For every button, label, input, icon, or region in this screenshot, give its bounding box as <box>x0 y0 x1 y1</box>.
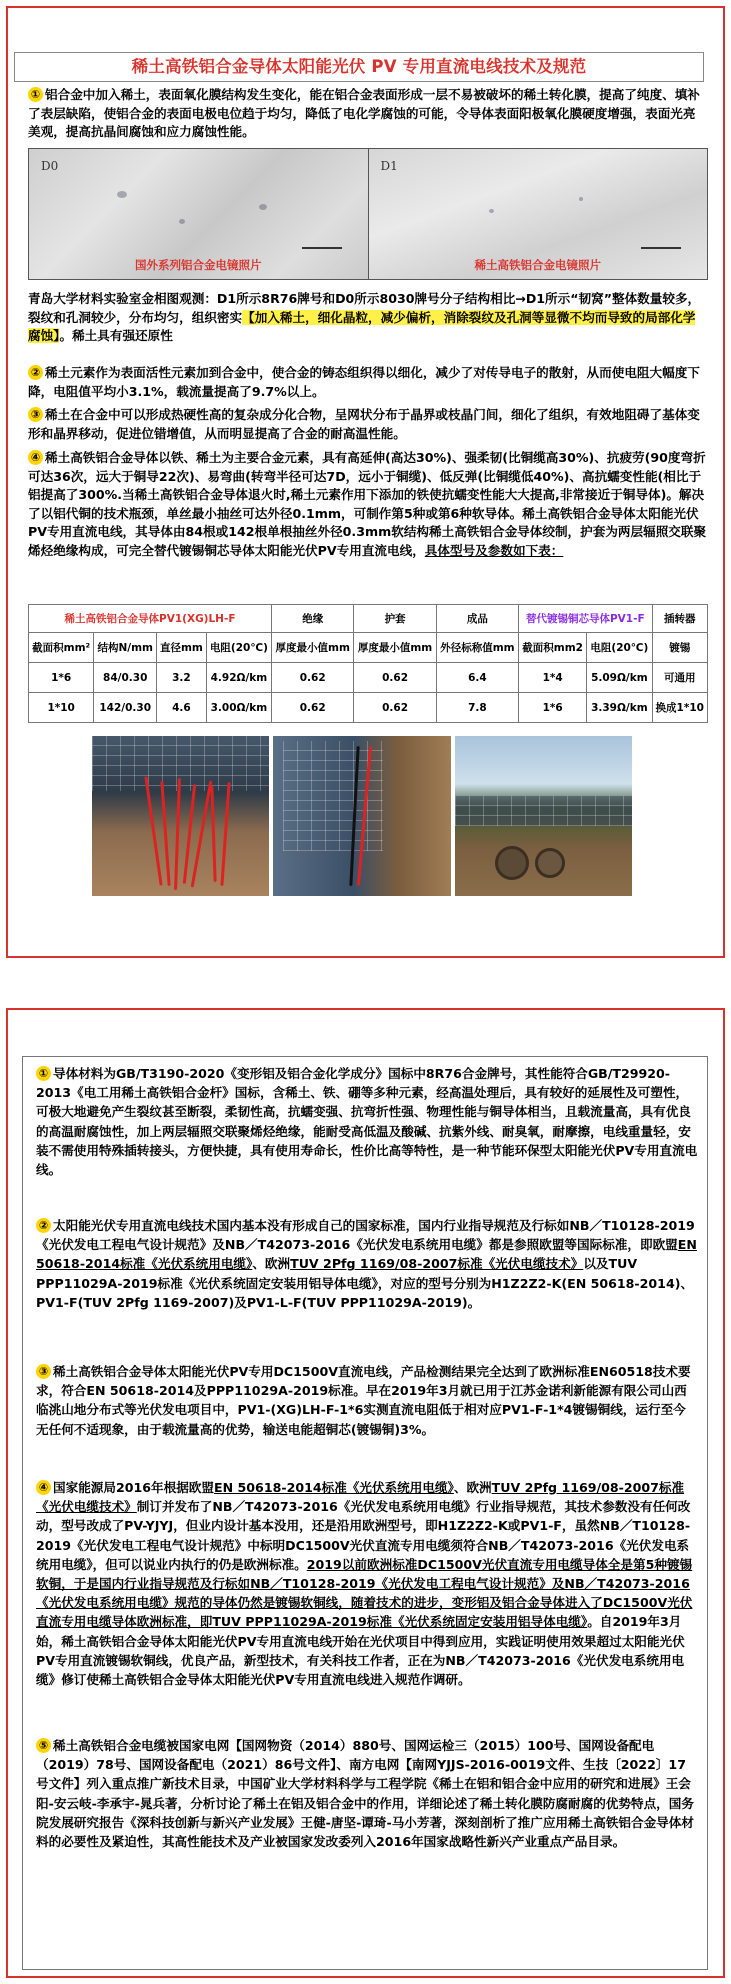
micrograph-d1-tag: D1 <box>380 159 398 173</box>
table-cell: 可通用 <box>652 663 708 693</box>
micrograph-d0 <box>29 149 369 279</box>
observation-line: 青岛大学材料实验室金相图观测：D1所示8R76牌号和D0所示8030牌号分子结构相比→D1所示“韧窝”整体数量较多，裂纹和孔洞较少，分布均匀，组织密实 <box>28 291 701 325</box>
table-row <box>29 663 708 693</box>
p2-section-2-pre: 太阳能光伏专用直流电线技术国内基本没有形成自己的国家标准，国内行业指导规范及行标如NB／T10128-2019《光伏发电工程电气设计规范》及NB／T42073-2016《光伏发电系统用电缆》都是参照欧盟等国际标准，即欧盟 <box>36 1218 695 1253</box>
p2-section-4 <box>36 1478 698 1689</box>
installation-photos <box>92 736 632 896</box>
group-aluminum: 稀土高铁铝合金导体PV1(XG)LH-F <box>29 605 272 633</box>
p2-section-2-en50618: EN 50618-2014标准《光伏系统用电缆》 <box>36 1237 697 1272</box>
table-cell: 3.39Ω/km <box>587 693 652 723</box>
p2-section-1 <box>36 1064 698 1179</box>
table-cell: 0.62 <box>354 663 436 693</box>
table-cell: 1*6 <box>519 693 587 723</box>
p2-section-1-text: 导体材料为GB/T3190-2020《变形铝及铝合金化学成分》国标中8R76合金牌号，其性能符合GB/T29920-2013《电工用稀土高铁铝合金杆》国标，含稀土、铁、硼等多种元素，经高温处理后，具有较好的延展性及可塑性，可极大地避免产生裂纹甚至断裂，柔韧性高，抗蠕变强、抗弯折性强、物理性能与铜导体相当，且载流量高，具有优良的高温耐腐蚀性，加上两层辐照交联聚烯烃绝缘，能耐受高低温及酸碱、抗紫外线、耐臭氧，耐摩擦，电线重量轻，安装不需使用特殊插转接头，方便快捷，具有使用寿命长，性价比高等特性，是一种节能环保型太阳能光伏PV专用直流电线。 <box>36 1066 698 1178</box>
p2-section-4-mid2: 制订并发布了NB／T42073-2016《光伏发电系统用电缆》行业指导规范，其技术参数没有任何改动，型号改成了PV-YJYJ，但业内设计基本没用，还是沿用欧洲型号，即H1Z2Z2-K或PV1-F，虽然NB／T10128-2019《光伏发电工程电气设计规范》中标明DC1500V光伏直流专用电缆须符合NB／T42073-2016《光伏发电系统用电缆》，但可以说业内执行的仍是欧洲标准。 <box>36 1499 691 1572</box>
table-header: 镀锡 <box>652 633 708 663</box>
p2-section-2-number: ② <box>36 1218 51 1233</box>
group-insulation: 绝缘 <box>272 605 354 633</box>
table-cell: 0.62 <box>272 663 354 693</box>
group-copper: 替代镀锡铜芯导体PV1-F <box>519 605 652 633</box>
section-3 <box>28 406 708 443</box>
table-cell: 142/0.30 <box>94 693 157 723</box>
spec-table <box>28 604 708 723</box>
scale-bar-icon <box>302 247 342 249</box>
table-header: 截面积mm² <box>29 633 94 663</box>
document-title: 稀土高铁铝合金导体太阳能光伏 PV 专用直流电线技术及规范 <box>14 52 704 82</box>
p2-section-1-number: ① <box>36 1066 51 1081</box>
table-group-row <box>29 605 708 633</box>
photo-cable-bundle <box>92 736 269 896</box>
section-2 <box>28 364 708 401</box>
micrograph-d0-tag: D0 <box>41 159 59 173</box>
p2-section-5-number: ⑤ <box>36 1738 51 1753</box>
table-cell: 7.8 <box>436 693 518 723</box>
section-3-text: 稀土在合金中可以形成热硬性高的复杂成分化合物，呈网状分布于晶界或枝晶门间，细化了组织，有效地阻碍了基体变形和晶界移动，促进位错增值，从而明显提高了合金的耐高温性能。 <box>28 407 700 441</box>
micrograph-d1-caption: 稀土高铁铝合金电镜照片 <box>474 258 601 272</box>
table-header: 结构N/mm <box>94 633 157 663</box>
section-3-number: ③ <box>28 407 43 422</box>
group-sheath: 护套 <box>354 605 436 633</box>
section-2-number: ② <box>28 365 43 380</box>
table-header: 厚度最小值mm <box>354 633 436 663</box>
table-cell: 1*4 <box>519 663 587 693</box>
p2-section-4-en50618: EN 50618-2014标准《光伏系统用电缆》 <box>214 1480 454 1495</box>
p2-section-3 <box>36 1362 698 1439</box>
p2-section-3-text: 稀土高铁铝合金导体太阳能光伏PV专用DC1500V直流电线，产品检测结果完全达到了欧洲标准EN60518技术要求，符合EN 50618-2014及PPP11029A-2019标准。早在2019年3月就已用于江苏金诺利新能源有限公司山西临洮山地分布式等光伏发电项目中，PV1-(XG)LH-F-1*6实测直流电阻低于相对应PV1-F-1*4镀锡铜线，运行至今无任何不适现象，由于载流量高的优势，输送电能超铜芯(镀锡铜)3%。 <box>36 1364 691 1437</box>
observation-tail: 。稀土具有强还原性 <box>59 328 173 343</box>
p2-section-4-tail: 。自2019年3月始，稀土高铁铝合金导体太阳能光伏PV专用直流电线开始在光伏项目中得到应用，实践证明使用效果超过太阳能光伏PV专用直流镀锡软铜线，优良产品，新型技术，有关科技工作者，正在为NB／T42073-2016《光伏发电系统用电缆》修订使稀土高铁铝合金导体太阳能光伏PV专用直流电线进入规范作调研。 <box>36 1614 685 1688</box>
p2-section-4-tuv: TUV 2Pfg 1169/08-2007标准《光伏电缆技术》 <box>36 1480 685 1515</box>
p2-section-4-underlined: 2019以前欧洲标准DC1500V光伏直流专用电缆导体全是第5种镀锡软铜，于是国内行业指导规范及行标如NB／T10128-2019《光伏发电工程电气设计规范》及NB／T42073-2016《光伏发电系统用电缆》规范的导体仍然是镀锡软铜线，随着技术的进步，变形铝及铝合金导体进入了DC1500V光伏直流专用电缆导体欧洲标准，即TUV PPP11029A-2019标准《光伏系统固定安装用铝导体电缆》 <box>36 1556 693 1630</box>
p2-section-2 <box>36 1216 698 1312</box>
section-4 <box>28 449 708 560</box>
micrograph-d1 <box>369 149 708 279</box>
table-header: 截面积mm2 <box>519 633 587 663</box>
table-cell: 0.62 <box>272 693 354 723</box>
p2-section-2-tuv: TUV 2Pfg 1169/08-2007标准《光伏电缆技术》 <box>290 1256 584 1272</box>
table-row <box>29 693 708 723</box>
table-cell: 6.4 <box>436 663 518 693</box>
group-connector: 插转器 <box>652 605 708 633</box>
p2-section-4-pre: 国家能源局2016年根据欧盟 <box>53 1480 214 1495</box>
micrograph-d0-caption: 国外系列铝合金电镜照片 <box>135 258 262 272</box>
table-cell: 3.2 <box>157 663 207 693</box>
section-4-number: ④ <box>28 450 43 465</box>
observation-note <box>28 290 708 346</box>
section-1-number: ① <box>28 87 43 102</box>
table-cell: 5.09Ω/km <box>587 663 652 693</box>
table-cell: 换成1*10 <box>652 693 708 723</box>
table-header: 直径mm <box>157 633 207 663</box>
table-cell: 4.92Ω/km <box>206 663 271 693</box>
scale-bar-icon <box>641 247 681 249</box>
section-2-text: 稀土元素作为表面活性元素加到合金中，使合金的铸态组织得以细化，减少了对传导电子的散射，从而使电阻大幅度下降，电阻值平均小3.1%，载流量提高了9.7%以上。 <box>28 365 700 399</box>
p2-section-4-mid1: 、欧洲 <box>453 1480 492 1495</box>
photo-panel-wiring <box>273 736 450 896</box>
table-cell: 84/0.30 <box>94 663 157 693</box>
table-cell: 1*6 <box>29 663 94 693</box>
table-cell: 0.62 <box>354 693 436 723</box>
p2-section-3-number: ③ <box>36 1364 51 1379</box>
p2-section-5-text: 稀土高铁铝合金电缆被国家电网【国网物资（2014）880号、国网运检三（2015）100号、国网设备配电（2019）78号、国网设备配电（2021）86号文件】、南方电网【南网YJJS-2016-0019文件、生技〔2022〕17号文件】列入重点推广新技术目录，中国矿业大学材料科学与工程学院《稀土在铝和铝合金中应用的研究和进展》王会阳-安云岐-李承宇-晁兵著，分析讨论了稀土在铝及铝合金中的作用，详细论述了稀土转化膜防腐耐腐的优势特点，国务院发展研究报告《深科技创新与新兴产业发展》王健-唐坚-谭琦-马小芳著，深刻剖析了推广应用稀土高铁铝合金导体材料的必要性及紧迫性，其高性能技术及产业被国家发改委列入2016年国家战略性新兴产业重点产品目录。 <box>36 1738 694 1850</box>
section-1-text: 铝合金中加入稀土，表面氧化膜结构发生变化，能在铝合金表面形成一层不易被破坏的稀土转化膜，提高了纯度、填补了表层缺陷，使铝合金的表面电极电位趋于均匀，降低了电化学腐蚀的可能，令导体表面阳极氧化膜硬度增强，表面光亮美观，提高抗晶间腐蚀和应力腐蚀性能。 <box>28 87 700 139</box>
section-4-text: 稀土高铁铝合金导体以铁、稀土为主要合金元素，具有高延伸(高达30%)、强柔韧(比铜缆高30%)、抗疲劳(90度弯折可达36次，远大于铜导22次)、易弯曲(转弯半径可达7D，远小于铜缆)、低反弹(比铜缆低40%)、高抗蠕变性能(相比于铝提高了300%.当稀土高铁铝合金导体退火时,稀土元素作用下添加的铁使抗蠕变性能大大提高,非常接近于铜导体)。解决了以铝代铜的技术瓶颈，单丝最小抽丝可达外径0.1mm，可制作第5种或第6种软导体。稀土高铁铝合金导体太阳能光伏PV专用直流电线，其导体由84根或142根单根抽丝外径0.3mm软结构稀土高铁铝合金导体绞制，护套为两层辐照交联聚烯烃绝缘构成，可完全替代镀锡铜芯导体太阳能光伏PV专用直流电线， <box>28 450 707 558</box>
table-header: 外径标称值mm <box>436 633 518 663</box>
p2-section-2-mid: 、欧洲 <box>252 1256 291 1272</box>
section-1 <box>28 86 708 142</box>
table-header: 电阻(20℃) <box>206 633 271 663</box>
table-cell: 3.00Ω/km <box>206 693 271 723</box>
photo-cable-reels <box>455 736 632 896</box>
p2-section-5 <box>36 1736 698 1851</box>
observation-highlight: 【加入稀土，细化晶粒，减少偏析，消除裂纹及孔洞等显微不均而导致的局部化学腐蚀】 <box>28 309 696 343</box>
group-product: 成品 <box>436 605 518 633</box>
p2-section-2-tail: 以及TUV PPP11029A-2019标准《光伏系统固定安装用铝导体电缆》，对应的型号分别为H1Z2Z2-K(EN 50618-2014)、PV1-F(TUV 2Pfg 1169-2007)及PV1-L-F(TUV PPP11029A-2019)。 <box>36 1256 694 1310</box>
table-header: 厚度最小值mm <box>272 633 354 663</box>
table-cell: 1*10 <box>29 693 94 723</box>
micrograph-comparison <box>28 148 708 280</box>
table-header: 电阻(20℃) <box>587 633 652 663</box>
table-header-row <box>29 633 708 663</box>
table-cell: 4.6 <box>157 693 207 723</box>
p2-section-4-number: ④ <box>36 1480 51 1495</box>
section-4-tail: 具体型号及参数如下表： <box>424 542 564 558</box>
